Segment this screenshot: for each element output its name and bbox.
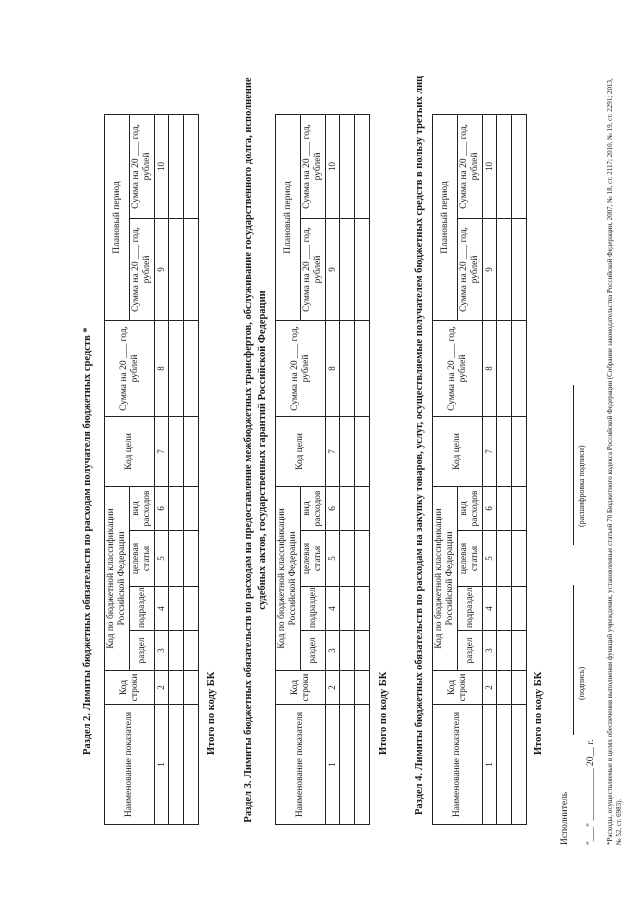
- header-plan: Плановый период: [105, 114, 130, 320]
- header-bk: Код по бюджетной классификации Российской Федерации: [105, 486, 130, 670]
- header-vid: вид расходов: [130, 486, 155, 530]
- header-name: Наименование показателя: [105, 705, 155, 825]
- header-bk: Код по бюджетной классификации Российской Федерации: [276, 486, 301, 670]
- header-vid: вид расходов: [458, 486, 483, 530]
- header-cel: целевая статья: [458, 531, 483, 587]
- header-plan-sum1: Сумма на 20 ___ год, рублей: [458, 218, 483, 320]
- header-bk: Код по бюджетной классификации Российской Федерации: [433, 486, 458, 670]
- number-row: 1 2 3 4 5 6 7 8 9 10: [483, 114, 497, 824]
- header-razdel: раздел: [301, 631, 326, 671]
- table-row: [497, 114, 512, 824]
- section2-title: Раздел 2. Лимиты бюджетных обязательств по расходам получателя бюджетных средств *: [82, 327, 93, 755]
- header-cel: целевая статья: [130, 531, 155, 587]
- header-sum: Сумма на 20 ___ год, рублей: [276, 320, 326, 416]
- header-goal: Код цели: [105, 416, 155, 486]
- decipher-caption: (расшифровка подписи): [577, 445, 586, 527]
- header-razdel: раздел: [458, 631, 483, 671]
- section4-title: Раздел 4. Лимиты бюджетных обязательств по расходам на закупку товаров, услуг, осуществляемые получателем бюджетных средств в пользу третьих лиц: [414, 75, 425, 815]
- table-row: [184, 114, 199, 824]
- header-cel: целевая статья: [301, 531, 326, 587]
- number-row: 1 2 3 4 5 6 7 8 9 10: [155, 114, 169, 824]
- header-podrazdel: подраздел: [301, 587, 326, 631]
- header-podrazdel: подраздел: [130, 587, 155, 631]
- number-row: 1 2 3 4 5 6 7 8 9 10: [326, 114, 340, 824]
- header-plan-sum2: Сумма на 20 ___ год, рублей: [130, 114, 155, 218]
- header-plan-sum2: Сумма на 20 ___ год, рублей: [458, 114, 483, 218]
- signature-caption: (подпись): [577, 666, 586, 700]
- header-vid: вид расходов: [301, 486, 326, 530]
- section3-title: Раздел 3. Лимиты бюджетных обязательств по расходам на предоставление межбюджетных трансфертов, обслуживание государственного долга, исполнение судебных актов, государственных гарантий Российской Федерации: [243, 77, 268, 823]
- section4-itogo: Итого по коду БК: [533, 671, 544, 755]
- table-row: [355, 114, 370, 824]
- header-plan-sum1: Сумма на 20 ___ год, рублей: [301, 218, 326, 320]
- date-line: "___" ___________ 20__ г.: [586, 739, 596, 845]
- header-plan-sum1: Сумма на 20 ___ год, рублей: [130, 218, 155, 320]
- header-plan-sum2: Сумма на 20 ___ год, рублей: [301, 114, 326, 218]
- executor-label: Исполнитель: [560, 791, 570, 845]
- header-name: Наименование показателя: [433, 705, 483, 825]
- header-goal: Код цели: [433, 416, 483, 486]
- header-name: Наименование показателя: [276, 705, 326, 825]
- header-code: Код строки: [276, 671, 326, 705]
- table-row: [340, 114, 355, 824]
- header-razdel: раздел: [130, 631, 155, 671]
- signature-line: [573, 585, 574, 735]
- footnote: *Расходы, осуществляемые в целях обеспечения выполнения функций учреждения, установленные статьей 70 Бюджетного кодекса Российской Федерации (Собрание законодательства Российской Федерации, 2007, № 18, ст. 2117; 2010, № 19, ст. 2291; 2013, № 52, ст. 6983).: [606, 78, 623, 845]
- header-sum: Сумма на 20 ___ год, рублей: [105, 320, 155, 416]
- section2-table: [104, 114, 199, 825]
- table-row: [169, 114, 184, 824]
- decipher-line: [573, 385, 574, 545]
- header-podrazdel: подраздел: [458, 587, 483, 631]
- header-plan: Плановый период: [276, 114, 301, 320]
- section4-table: [432, 114, 527, 825]
- header-goal: Код цели: [276, 416, 326, 486]
- header-sum: Сумма на 20 ___ год, рублей: [433, 320, 483, 416]
- section3-itogo: Итого по коду БК: [378, 671, 389, 755]
- header-code: Код строки: [433, 671, 483, 705]
- header-plan: Плановый период: [433, 114, 458, 320]
- table-row: [512, 114, 527, 824]
- section2-itogo: Итого по коду БК: [206, 671, 217, 755]
- header-code: Код строки: [105, 671, 155, 705]
- section3-table: [275, 114, 370, 825]
